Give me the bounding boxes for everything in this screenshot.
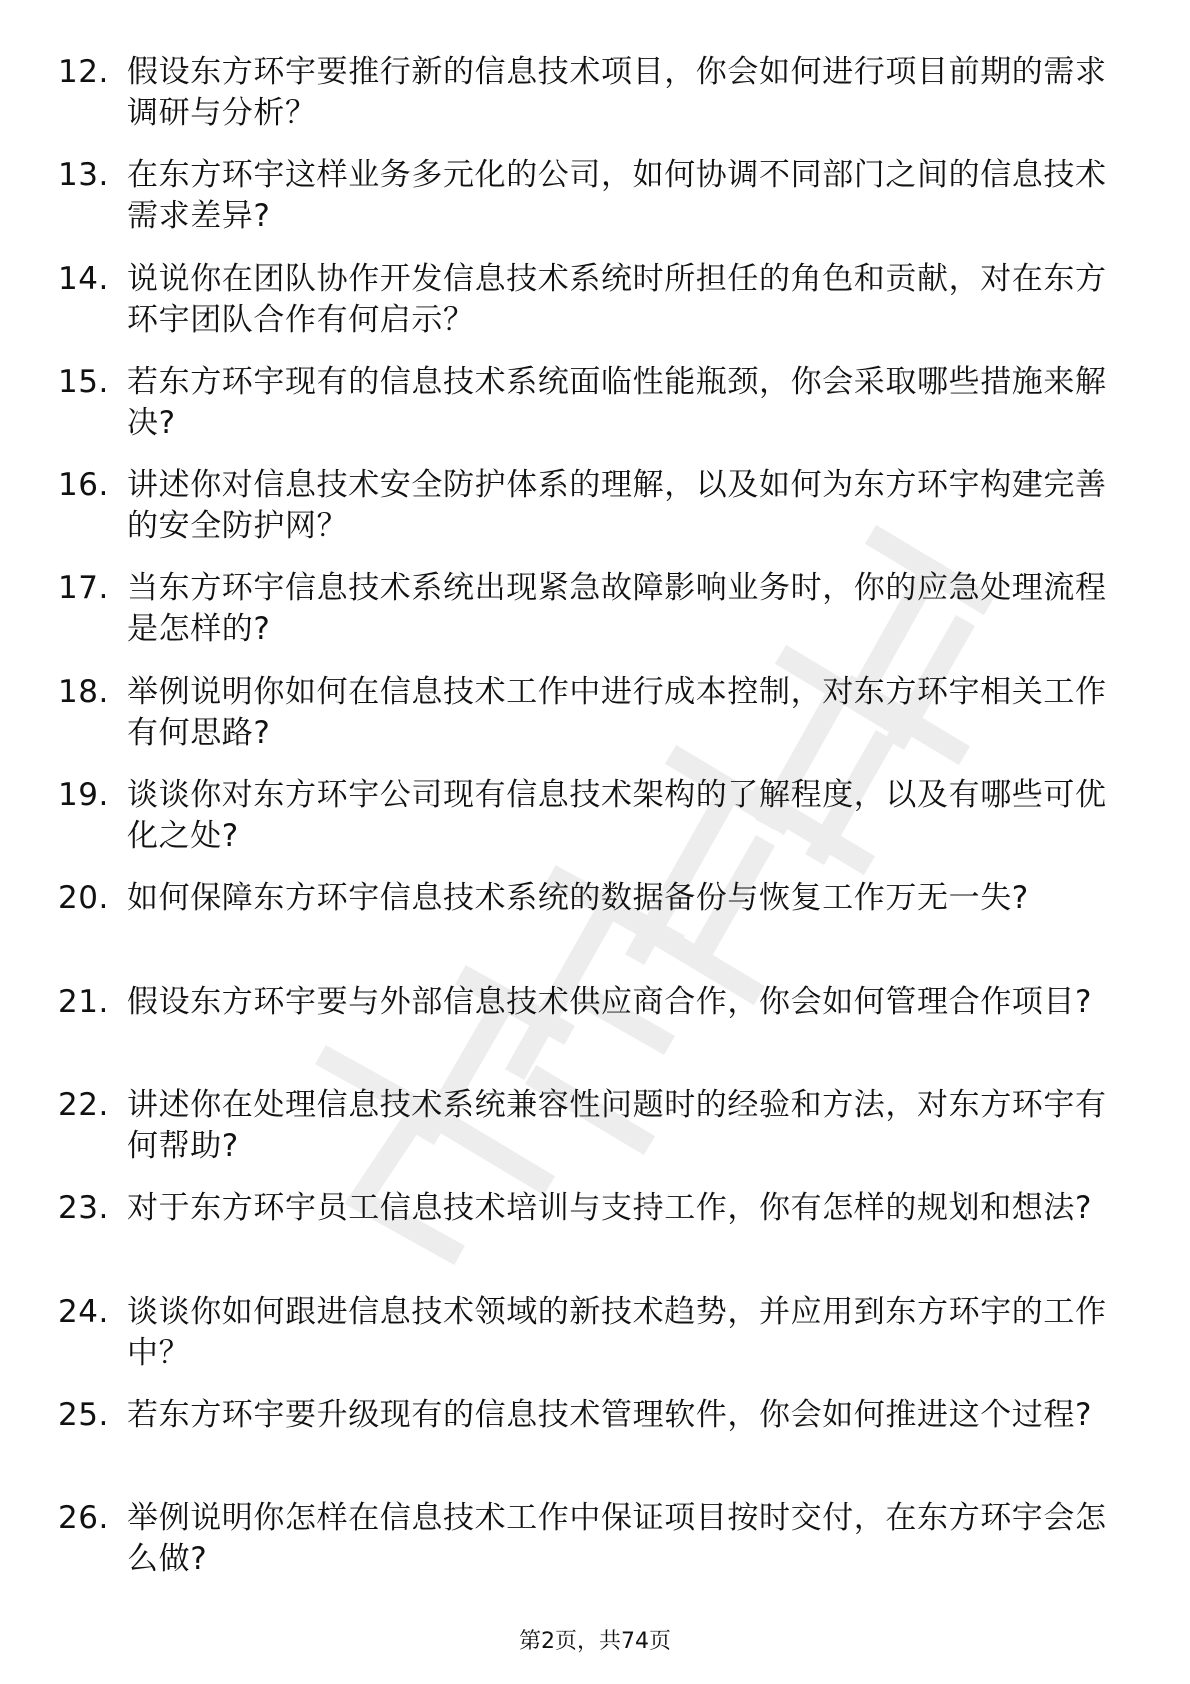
question-number: 12. bbox=[58, 54, 109, 90]
question-number: 16. bbox=[58, 467, 109, 504]
question-text: 说说你在团队协作开发信息技术系统时所担任的角色和贡献，对在东方环宇团队合作有何启示？ bbox=[127, 260, 1107, 338]
question-number: 18. bbox=[58, 673, 109, 710]
question-item bbox=[0, 465, 1190, 568]
question-text: 如何保障东方环宇信息技术系统的数据备份与恢复工作万无一失? bbox=[127, 880, 1029, 917]
question-text: 假设东方环宇要推行新的信息技术项目，你会如何进行项目前期的需求调研与分析？ bbox=[127, 54, 1107, 131]
question-number: 17. bbox=[58, 570, 109, 607]
question-text: 谈谈你对东方环宇公司现有信息技术架构的了解程度，以及有哪些可优化之处? bbox=[127, 777, 1107, 855]
question-text: 若东方环宇现有的信息技术系统面临性能瓶颈，你会采取哪些措施来解决? bbox=[127, 363, 1107, 441]
question-number: 24. bbox=[58, 1293, 109, 1330]
question-item bbox=[0, 1188, 1190, 1291]
question-item bbox=[0, 1085, 1190, 1188]
question-text: 讲述你在处理信息技术系统兼容性问题时的经验和方法，对东方环宇有何帮助? bbox=[127, 1086, 1107, 1164]
question-item bbox=[0, 52, 1190, 155]
question-number: 14. bbox=[58, 260, 109, 297]
question-item bbox=[0, 1498, 1190, 1601]
question-text: 假设东方环宇要与外部信息技术供应商合作，你会如何管理合作项目? bbox=[127, 983, 1093, 1020]
question-item bbox=[0, 982, 1190, 1085]
question-text: 若东方环宇要升级现有的信息技术管理软件，你会如何推进这个过程? bbox=[127, 1396, 1093, 1433]
question-text: 举例说明你如何在信息技术工作中进行成本控制，对东方环宇相关工作有何思路? bbox=[127, 673, 1107, 751]
question-text: 谈谈你如何跟进信息技术领域的新技术趋势，并应用到东方环宇的工作中？ bbox=[127, 1293, 1107, 1371]
question-number: 15. bbox=[58, 363, 109, 400]
question-item bbox=[0, 672, 1190, 775]
question-number: 19. bbox=[58, 777, 109, 814]
question-item bbox=[0, 775, 1190, 878]
question-item bbox=[0, 878, 1190, 981]
question-text: 对于东方环宇员工信息技术培训与支持工作，你有怎样的规划和想法? bbox=[127, 1190, 1093, 1227]
question-item bbox=[0, 362, 1190, 465]
question-number: 26. bbox=[58, 1500, 109, 1537]
question-number: 20. bbox=[58, 880, 109, 917]
question-number: 22. bbox=[58, 1086, 109, 1123]
question-text: 举例说明你怎样在信息技术工作中保证项目按时交付，在东方环宇会怎么做? bbox=[127, 1500, 1107, 1578]
question-item bbox=[0, 259, 1190, 362]
question-item bbox=[0, 1395, 1190, 1498]
question-number: 13. bbox=[58, 157, 109, 194]
question-number: 25. bbox=[58, 1396, 109, 1433]
question-list bbox=[0, 52, 1190, 1601]
question-text: 在东方环宇这样业务多元化的公司，如何协调不同部门之间的信息技术需求差异? bbox=[127, 157, 1107, 235]
question-item bbox=[0, 1292, 1190, 1395]
question-text: 讲述你对信息技术安全防护体系的理解，以及如何为东方环宇构建完善的安全防护网？ bbox=[127, 467, 1107, 545]
question-number: 23. bbox=[58, 1190, 109, 1227]
question-item bbox=[0, 568, 1190, 671]
question-number: 21. bbox=[58, 983, 109, 1020]
question-text: 当东方环宇信息技术系统出现紧急故障影响业务时，你的应急处理流程是怎样的? bbox=[127, 570, 1107, 648]
page-footer: 第2页，共74页 bbox=[519, 1629, 671, 1654]
question-item bbox=[0, 155, 1190, 258]
